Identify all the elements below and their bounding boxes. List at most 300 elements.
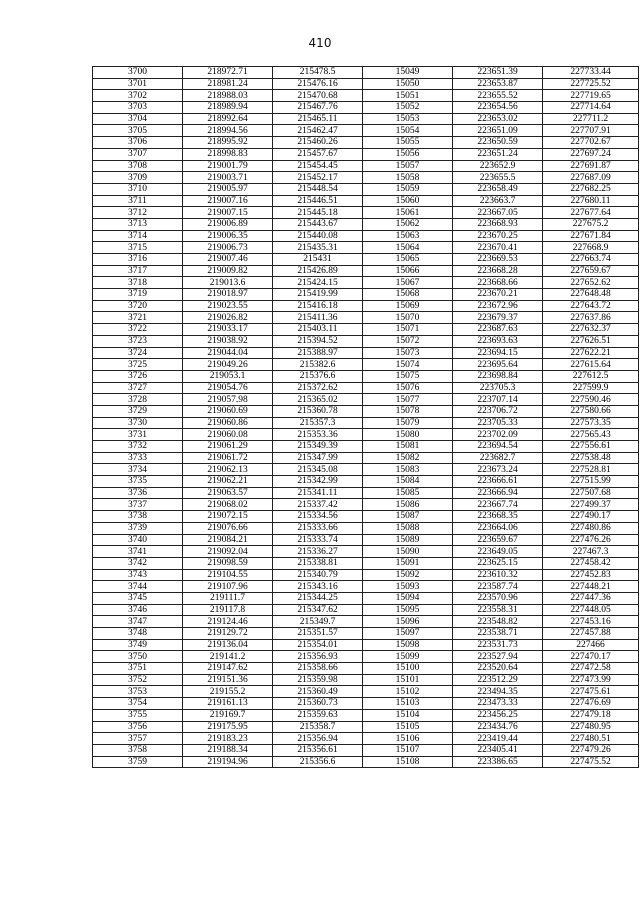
table-row xyxy=(93,441,639,453)
table-cell: 3705 xyxy=(93,125,183,137)
table-cell: 15104 xyxy=(363,709,453,721)
table-cell: 15093 xyxy=(363,581,453,593)
table-cell: 3700 xyxy=(93,67,183,79)
table-row xyxy=(93,546,639,558)
table-cell: 219107.96 xyxy=(183,581,273,593)
table-cell: 215358.66 xyxy=(273,663,363,675)
table-row xyxy=(93,289,639,301)
table-cell: 3741 xyxy=(93,546,183,558)
table-cell: 215360.73 xyxy=(273,698,363,710)
table-row xyxy=(93,102,639,114)
table-cell: 3739 xyxy=(93,522,183,534)
table-row xyxy=(93,230,639,242)
table-cell: 227725.52 xyxy=(543,78,639,90)
table-cell: 227480.95 xyxy=(543,721,639,733)
table-cell: 219062.13 xyxy=(183,464,273,476)
table-cell: 227622.21 xyxy=(543,347,639,359)
table-cell: 219194.96 xyxy=(183,756,273,768)
table-cell: 227697.24 xyxy=(543,148,639,160)
table-cell: 219061.72 xyxy=(183,452,273,464)
table-cell: 3754 xyxy=(93,698,183,710)
table-cell: 219054.76 xyxy=(183,382,273,394)
table-cell: 15060 xyxy=(363,195,453,207)
table-cell: 215465.11 xyxy=(273,113,363,125)
table-row xyxy=(93,452,639,464)
table-cell: 227470.17 xyxy=(543,651,639,663)
table-row xyxy=(93,183,639,195)
table-cell: 215478.5 xyxy=(273,67,363,79)
table-cell: 219062.21 xyxy=(183,476,273,488)
table-cell: 15099 xyxy=(363,651,453,663)
table-cell: 15097 xyxy=(363,628,453,640)
table-cell: 3718 xyxy=(93,277,183,289)
table-row xyxy=(93,394,639,406)
table-cell: 227466 xyxy=(543,639,639,651)
table-row xyxy=(93,335,639,347)
table-cell: 15103 xyxy=(363,698,453,710)
table-cell: 15091 xyxy=(363,557,453,569)
table-cell: 3711 xyxy=(93,195,183,207)
table-cell: 3737 xyxy=(93,499,183,511)
table-cell: 223666.61 xyxy=(453,476,543,488)
table-cell: 227458.42 xyxy=(543,557,639,569)
table-cell: 223386.65 xyxy=(453,756,543,768)
table-cell: 223434.76 xyxy=(453,721,543,733)
table-cell: 219141.2 xyxy=(183,651,273,663)
table-cell: 223512.29 xyxy=(453,674,543,686)
table-cell: 15054 xyxy=(363,125,453,137)
table-cell: 223654.56 xyxy=(453,102,543,114)
table-cell: 223558.31 xyxy=(453,604,543,616)
table-cell: 227612.5 xyxy=(543,370,639,382)
table-cell: 227479.26 xyxy=(543,744,639,756)
table-cell: 223570.96 xyxy=(453,592,543,604)
table-cell: 223707.14 xyxy=(453,394,543,406)
table-cell: 3719 xyxy=(93,289,183,301)
table-cell: 215341.11 xyxy=(273,487,363,499)
table-cell: 223587.74 xyxy=(453,581,543,593)
table-cell: 15072 xyxy=(363,335,453,347)
table-cell: 215356.6 xyxy=(273,756,363,768)
table-row xyxy=(93,265,639,277)
table-cell: 15108 xyxy=(363,756,453,768)
table-cell: 15076 xyxy=(363,382,453,394)
table-cell: 219060.08 xyxy=(183,429,273,441)
table-cell: 227626.51 xyxy=(543,335,639,347)
table-cell: 218992.64 xyxy=(183,113,273,125)
table-cell: 215419.99 xyxy=(273,289,363,301)
table-cell: 215457.67 xyxy=(273,148,363,160)
table-cell: 227457.88 xyxy=(543,628,639,640)
table-cell: 227677.64 xyxy=(543,207,639,219)
table-cell: 227479.18 xyxy=(543,709,639,721)
table-cell: 215356.93 xyxy=(273,651,363,663)
table-cell: 223668.28 xyxy=(453,265,543,277)
table-row xyxy=(93,663,639,675)
table-cell: 227515.99 xyxy=(543,476,639,488)
table-cell: 215426.89 xyxy=(273,265,363,277)
table-cell: 15064 xyxy=(363,242,453,254)
table-cell: 215462.47 xyxy=(273,125,363,137)
table-cell: 3732 xyxy=(93,441,183,453)
table-cell: 219006.89 xyxy=(183,218,273,230)
table-cell: 223653.02 xyxy=(453,113,543,125)
table-cell: 3755 xyxy=(93,709,183,721)
table-cell: 223670.25 xyxy=(453,230,543,242)
table-row xyxy=(93,744,639,756)
table-cell: 227528.81 xyxy=(543,464,639,476)
table-cell: 219061.29 xyxy=(183,441,273,453)
table-row xyxy=(93,254,639,266)
table-cell: 3708 xyxy=(93,160,183,172)
table-cell: 15101 xyxy=(363,674,453,686)
table-cell: 15081 xyxy=(363,441,453,453)
table-cell: 15059 xyxy=(363,183,453,195)
table-cell: 215356.94 xyxy=(273,733,363,745)
table-cell: 227490.17 xyxy=(543,511,639,523)
table-cell: 15079 xyxy=(363,417,453,429)
table-cell: 219147.62 xyxy=(183,663,273,675)
table-cell: 15069 xyxy=(363,300,453,312)
table-cell: 223527.94 xyxy=(453,651,543,663)
table-cell: 223651.24 xyxy=(453,148,543,160)
table-cell: 219104.55 xyxy=(183,569,273,581)
table-cell: 219007.16 xyxy=(183,195,273,207)
table-cell: 227480.86 xyxy=(543,522,639,534)
table-row xyxy=(93,172,639,184)
table-cell: 215376.6 xyxy=(273,370,363,382)
table-cell: 215431 xyxy=(273,254,363,266)
table-cell: 3759 xyxy=(93,756,183,768)
table-cell: 227467.3 xyxy=(543,546,639,558)
table-cell: 3747 xyxy=(93,616,183,628)
table-row xyxy=(93,733,639,745)
table-row xyxy=(93,709,639,721)
table-cell: 3709 xyxy=(93,172,183,184)
table-cell: 227680.11 xyxy=(543,195,639,207)
table-cell: 227668.9 xyxy=(543,242,639,254)
table-cell: 223651.39 xyxy=(453,67,543,79)
table-cell: 223625.15 xyxy=(453,557,543,569)
table-cell: 223679.37 xyxy=(453,312,543,324)
table-row xyxy=(93,651,639,663)
table-cell: 223538.71 xyxy=(453,628,543,640)
table-cell: 215440.08 xyxy=(273,230,363,242)
table-cell: 3749 xyxy=(93,639,183,651)
table-cell: 223667.74 xyxy=(453,499,543,511)
table-cell: 219117.8 xyxy=(183,604,273,616)
table-cell: 219076.66 xyxy=(183,522,273,534)
table-cell: 15056 xyxy=(363,148,453,160)
table-cell: 223652.9 xyxy=(453,160,543,172)
table-cell: 227453.16 xyxy=(543,616,639,628)
table-cell: 215411.36 xyxy=(273,312,363,324)
table-cell: 219018.97 xyxy=(183,289,273,301)
table-cell: 227652.62 xyxy=(543,277,639,289)
table-cell: 215354.01 xyxy=(273,639,363,651)
table-cell: 219068.02 xyxy=(183,499,273,511)
table-cell: 218988.03 xyxy=(183,90,273,102)
table-cell: 3742 xyxy=(93,557,183,569)
table-cell: 227733.44 xyxy=(543,67,639,79)
table-cell: 219188.34 xyxy=(183,744,273,756)
table-cell: 3727 xyxy=(93,382,183,394)
table-cell: 227632.37 xyxy=(543,324,639,336)
table-cell: 3724 xyxy=(93,347,183,359)
table-cell: 15083 xyxy=(363,464,453,476)
table-cell: 215347.62 xyxy=(273,604,363,616)
table-cell: 15062 xyxy=(363,218,453,230)
table-cell: 15077 xyxy=(363,394,453,406)
table-cell: 223687.63 xyxy=(453,324,543,336)
table-cell: 15068 xyxy=(363,289,453,301)
table-cell: 215476.16 xyxy=(273,78,363,90)
table-cell: 3712 xyxy=(93,207,183,219)
table-cell: 227719.65 xyxy=(543,90,639,102)
table-cell: 3740 xyxy=(93,534,183,546)
table-cell: 219007.46 xyxy=(183,254,273,266)
table-cell: 3736 xyxy=(93,487,183,499)
table-cell: 3733 xyxy=(93,452,183,464)
table-cell: 3746 xyxy=(93,604,183,616)
table-cell: 219098.59 xyxy=(183,557,273,569)
table-cell: 3744 xyxy=(93,581,183,593)
table-cell: 219057.98 xyxy=(183,394,273,406)
table-cell: 223494.35 xyxy=(453,686,543,698)
table-cell: 219183.23 xyxy=(183,733,273,745)
table-cell: 219049.26 xyxy=(183,359,273,371)
table-cell: 223658.49 xyxy=(453,183,543,195)
table-cell: 215351.57 xyxy=(273,628,363,640)
table-row xyxy=(93,686,639,698)
table-row xyxy=(93,359,639,371)
table-cell: 223670.21 xyxy=(453,289,543,301)
table-cell: 227702.67 xyxy=(543,137,639,149)
table-cell: 227473.99 xyxy=(543,674,639,686)
table-cell: 223668.66 xyxy=(453,277,543,289)
table-row xyxy=(93,511,639,523)
table-cell: 215343.16 xyxy=(273,581,363,593)
table-cell: 215356.61 xyxy=(273,744,363,756)
table-cell: 15106 xyxy=(363,733,453,745)
table-cell: 227538.48 xyxy=(543,452,639,464)
table-cell: 15057 xyxy=(363,160,453,172)
table-cell: 15090 xyxy=(363,546,453,558)
table-cell: 3750 xyxy=(93,651,183,663)
table-cell: 219023.55 xyxy=(183,300,273,312)
table-cell: 223473.33 xyxy=(453,698,543,710)
table-cell: 227573.35 xyxy=(543,417,639,429)
table-row xyxy=(93,312,639,324)
table-cell: 3752 xyxy=(93,674,183,686)
table-cell: 219072.15 xyxy=(183,511,273,523)
table-row xyxy=(93,616,639,628)
table-cell: 15075 xyxy=(363,370,453,382)
table-cell: 227476.69 xyxy=(543,698,639,710)
table-cell: 219006.35 xyxy=(183,230,273,242)
table-row xyxy=(93,557,639,569)
table-cell: 3729 xyxy=(93,405,183,417)
table-cell: 215460.26 xyxy=(273,137,363,149)
table-cell: 3751 xyxy=(93,663,183,675)
table-row xyxy=(93,592,639,604)
table-cell: 15078 xyxy=(363,405,453,417)
table-row xyxy=(93,604,639,616)
table-row xyxy=(93,113,639,125)
table-cell: 223702.09 xyxy=(453,429,543,441)
table-cell: 227615.64 xyxy=(543,359,639,371)
table-row xyxy=(93,417,639,429)
table-cell: 3757 xyxy=(93,733,183,745)
table-cell: 3707 xyxy=(93,148,183,160)
table-cell: 219063.57 xyxy=(183,487,273,499)
table-cell: 227663.74 xyxy=(543,254,639,266)
table-cell: 3701 xyxy=(93,78,183,90)
table-cell: 223705.33 xyxy=(453,417,543,429)
table-cell: 215445.18 xyxy=(273,207,363,219)
table-cell: 3728 xyxy=(93,394,183,406)
table-cell: 223653.87 xyxy=(453,78,543,90)
table-cell: 223419.44 xyxy=(453,733,543,745)
table-cell: 3745 xyxy=(93,592,183,604)
table-cell: 219053.1 xyxy=(183,370,273,382)
table-cell: 227671.84 xyxy=(543,230,639,242)
table-cell: 15065 xyxy=(363,254,453,266)
table-cell: 215467.76 xyxy=(273,102,363,114)
table-cell: 15085 xyxy=(363,487,453,499)
table-cell: 218995.92 xyxy=(183,137,273,149)
table-cell: 227472.58 xyxy=(543,663,639,675)
table-cell: 215349.39 xyxy=(273,441,363,453)
table-row xyxy=(93,698,639,710)
table-cell: 15061 xyxy=(363,207,453,219)
table-cell: 15084 xyxy=(363,476,453,488)
table-cell: 215347.99 xyxy=(273,452,363,464)
table-cell: 227711.2 xyxy=(543,113,639,125)
table-cell: 227599.9 xyxy=(543,382,639,394)
table-cell: 3720 xyxy=(93,300,183,312)
table-row xyxy=(93,674,639,686)
table-cell: 215340.79 xyxy=(273,569,363,581)
table-row xyxy=(93,487,639,499)
table-cell: 215358.7 xyxy=(273,721,363,733)
table-row xyxy=(93,628,639,640)
table-cell: 3734 xyxy=(93,464,183,476)
table-cell: 3704 xyxy=(93,113,183,125)
table-row xyxy=(93,639,639,651)
table-cell: 219007.15 xyxy=(183,207,273,219)
table-cell: 3716 xyxy=(93,254,183,266)
table-row xyxy=(93,756,639,768)
table-cell: 227565.43 xyxy=(543,429,639,441)
table-cell: 215353.36 xyxy=(273,429,363,441)
table-row xyxy=(93,534,639,546)
table-cell: 215470.68 xyxy=(273,90,363,102)
table-cell: 215359.63 xyxy=(273,709,363,721)
table-cell: 227659.67 xyxy=(543,265,639,277)
table-cell: 219151.36 xyxy=(183,674,273,686)
table-cell: 223693.63 xyxy=(453,335,543,347)
table-cell: 223694.15 xyxy=(453,347,543,359)
table-cell: 15055 xyxy=(363,137,453,149)
table-cell: 223663.7 xyxy=(453,195,543,207)
table-cell: 3703 xyxy=(93,102,183,114)
table-cell: 227448.05 xyxy=(543,604,639,616)
table-row xyxy=(93,78,639,90)
table-row xyxy=(93,277,639,289)
table-cell: 215454.45 xyxy=(273,160,363,172)
table-cell: 219124.46 xyxy=(183,616,273,628)
table-cell: 3743 xyxy=(93,569,183,581)
table-cell: 15070 xyxy=(363,312,453,324)
table-cell: 3717 xyxy=(93,265,183,277)
table-cell: 219009.82 xyxy=(183,265,273,277)
table-cell: 15051 xyxy=(363,90,453,102)
table-cell: 223667.05 xyxy=(453,207,543,219)
table-cell: 15049 xyxy=(363,67,453,79)
table-cell: 223682.7 xyxy=(453,452,543,464)
table-cell: 223705.3 xyxy=(453,382,543,394)
table-cell: 223659.67 xyxy=(453,534,543,546)
table-row xyxy=(93,581,639,593)
table-cell: 223655.52 xyxy=(453,90,543,102)
table-cell: 215403.11 xyxy=(273,324,363,336)
table-cell: 227590.46 xyxy=(543,394,639,406)
table-cell: 3730 xyxy=(93,417,183,429)
table-cell: 227707.91 xyxy=(543,125,639,137)
table-cell: 223672.96 xyxy=(453,300,543,312)
table-cell: 215388.97 xyxy=(273,347,363,359)
table-cell: 215435.31 xyxy=(273,242,363,254)
table-cell: 15087 xyxy=(363,511,453,523)
table-cell: 219038.92 xyxy=(183,335,273,347)
table-cell: 15095 xyxy=(363,604,453,616)
table-cell: 227499.37 xyxy=(543,499,639,511)
table-cell: 227476.26 xyxy=(543,534,639,546)
table-cell: 215360.78 xyxy=(273,405,363,417)
table-row xyxy=(93,405,639,417)
table-cell: 219111.7 xyxy=(183,592,273,604)
table-cell: 219084.21 xyxy=(183,534,273,546)
table-row xyxy=(93,382,639,394)
table-cell: 223405.41 xyxy=(453,744,543,756)
table-cell: 215452.17 xyxy=(273,172,363,184)
table-cell: 15092 xyxy=(363,569,453,581)
table-cell: 223651.09 xyxy=(453,125,543,137)
table-cell: 219155.2 xyxy=(183,686,273,698)
table-cell: 15088 xyxy=(363,522,453,534)
table-cell: 223706.72 xyxy=(453,405,543,417)
table-cell: 227507.68 xyxy=(543,487,639,499)
table-row xyxy=(93,137,639,149)
table-cell: 15098 xyxy=(363,639,453,651)
table-row xyxy=(93,218,639,230)
table-cell: 15080 xyxy=(363,429,453,441)
table-cell: 15073 xyxy=(363,347,453,359)
table-cell: 3713 xyxy=(93,218,183,230)
table-cell: 3714 xyxy=(93,230,183,242)
table-cell: 223698.84 xyxy=(453,370,543,382)
table-cell: 15086 xyxy=(363,499,453,511)
table-cell: 3706 xyxy=(93,137,183,149)
table-cell: 219169.7 xyxy=(183,709,273,721)
table-cell: 15082 xyxy=(363,452,453,464)
table-cell: 215448.54 xyxy=(273,183,363,195)
table-cell: 215416.18 xyxy=(273,300,363,312)
table-cell: 15094 xyxy=(363,592,453,604)
table-row xyxy=(93,347,639,359)
table-cell: 215443.67 xyxy=(273,218,363,230)
